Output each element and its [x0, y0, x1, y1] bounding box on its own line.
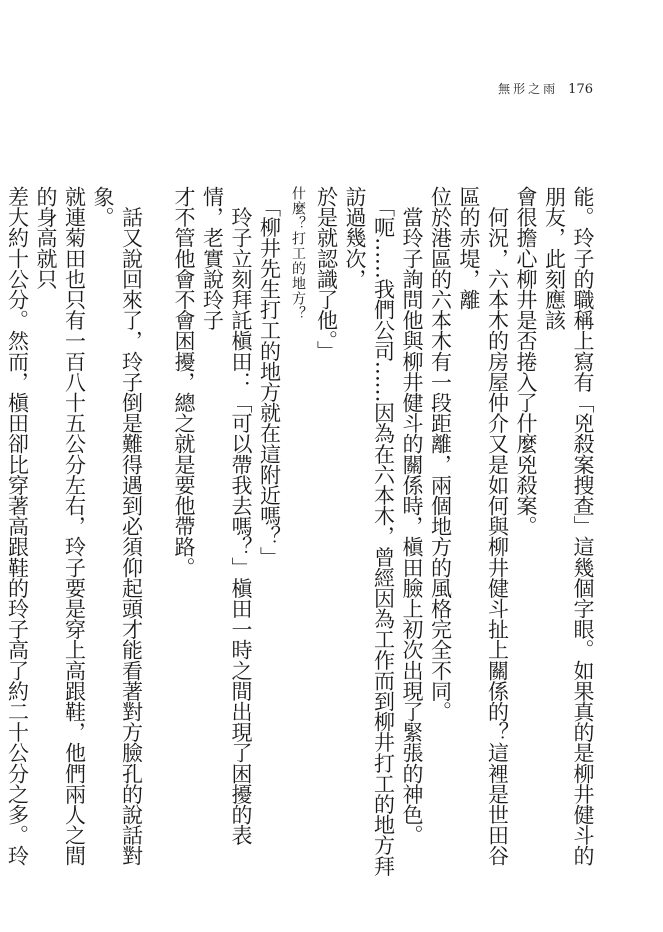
body-text: [5, 186, 597, 876]
text-line: 於是就認識了他。」: [314, 186, 339, 361]
page-number: 176: [568, 82, 593, 97]
text-line: 玲子立刻拜託槇田：「可以帶我去嗎？」槇田一時之間出現了困擾的表情，老實說玲子: [200, 186, 253, 846]
text-line: 話又說回來了，玲子倒是難得遇到必須仰起頭才能看著對方臉孔的說話對象。: [91, 186, 144, 866]
text-line: 「呃……我們公司……因為在六本木，曾經因為工作而到柳井打工的地方拜訪過幾次，: [343, 186, 396, 876]
paragraph-gap: [146, 186, 170, 876]
text-line: 就連菊田也只有一百八十五公分左右，玲子要是穿上高跟鞋，他們兩人之間的身高就只: [34, 186, 87, 866]
text-line: 當玲子詢問他與柳井健斗的關係時，槇田臉上初次出現了緊張的神色。: [400, 186, 424, 846]
text-line: 何況，六本木的房屋仲介又是如何與柳井健斗扯上關係的？這裡是世田谷區的赤堤，離: [457, 186, 510, 866]
text-line: 會很擔心柳井是否捲入了什麼兇殺案。: [514, 186, 538, 537]
text-line: 能。玲子的職稱上寫有「兇殺案搜查」這幾個字眼。如果真的是柳井健斗的朋友，此刻應該: [542, 186, 595, 866]
text-line: 才不管他會不會困擾，總之就是要他帶路。: [172, 186, 196, 578]
thought-line: 什麼？打工的地方？: [290, 186, 306, 321]
running-head: [498, 80, 593, 97]
text-line: 位於港區的六本木有一段距離，兩個地方的風格完全不同。: [428, 186, 453, 722]
book-title: 無形之雨: [498, 82, 559, 96]
text-line: 「柳井先生打工的地方就在這附近嗎？」: [257, 186, 282, 567]
text-line: 差大約十公分。然而，槇田卻比穿著高跟鞋的玲子高了約二十公分之多。玲: [5, 186, 30, 866]
